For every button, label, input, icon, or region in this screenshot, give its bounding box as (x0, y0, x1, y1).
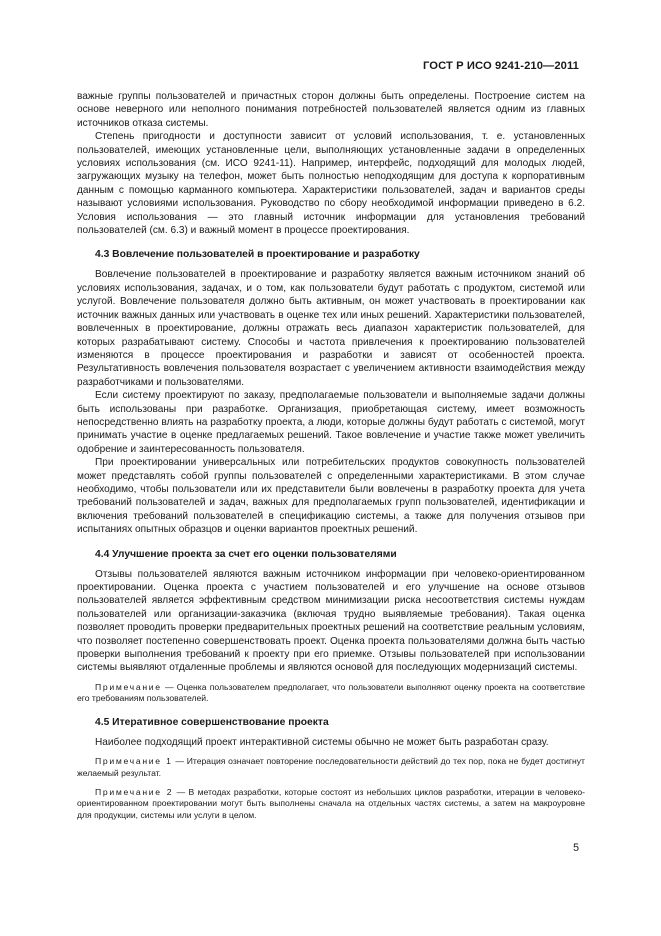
paragraph-usage-context: Степень пригодности и доступности зависит от условий использования, т. е. установленных пользователей, имеющих установленные цели, выполняющих установленные задачи в определенных условиях использования (см. ИСО 9241-11). Например, интерфейс, подходящий для молодых людей, загружающих музыку на телефон, может быть полностью неподходящим для доступа к корпоративным данным с помощью карманного компьютера. Характеристики пользователей, задач и вариантов среды называют условиями использования. Руководство по сбору необходимой информации приведено в 6.2. Условия использования — это главный источник информации для установления требований пользователей (см. 6.3) и важный момент в процессе проектирования. (77, 131, 585, 237)
page-number: 5 (573, 842, 579, 854)
section-4-3-paragraph-1: Вовлечение пользователей в проектирование и разработку является важным источником знаний об условиях использования, задачах, и о том, как пользователи будут работать с продуктом, системой или услугой. Вовлечение пользователя должно быть активным, он может участвовать в проектировании как источник важных данных или участвовать в оценке тех или иных решений. Характеристики пользователей, вовлеченных в проектирование, должны отражать весь диапазон характеристик пользователей, для которых разрабатывают систему. Способы и частота привлечения к проектированию пользователей изменяются в процессе проектирования и разработки и зависят от особенностей проекта. Результативность вовлечения пользователя возрастает с увеличением активности взаимодействия между разработчиками и пользователями. (77, 269, 585, 388)
note-label: Примечание (95, 681, 162, 692)
section-4-4-heading: 4.4 Улучшение проекта за счет его оценки пользователями (95, 548, 397, 560)
section-4-5-note-2 (77, 787, 585, 822)
section-4-5-paragraph-1: Наиболее подходящий проект интерактивной системы обычно не может быть разработан сразу. (95, 737, 549, 749)
note-text: — Оценка пользователем предполагает, что пользователи выполняют оценку проекта на соответствие его требованиям пользователей. (77, 681, 585, 704)
section-4-3-paragraph-3: При проектировании универсальных или потребительских продуктов совокупность пользователей может представлять собой группы пользователей с определенными характеристиками. В этом случае необходимо, чтобы пользователи или их представители были вовлечены в разработку проекта для учета требований пользователей и задач, важных для предполагаемых групп пользователей, идентификации и включения требований пользователей в спецификацию системы, а также для получения отзывов при испытаниях опытных образцов и оценки вариантов проектных решений. (77, 457, 585, 536)
note-2-label: Примечание 2 (95, 786, 174, 797)
section-4-5-heading: 4.5 Итеративное совершенствование проекта (95, 717, 329, 729)
paragraph-continued: важные группы пользователей и причастных сторон должны быть определены. Построение систем на основе неверного или неполного понимания потребностей пользователей является одним из главных источников отказа системы. (77, 91, 585, 129)
section-4-5-note-1 (77, 756, 585, 779)
note-2-text: — В методах разработки, которые состоят из небольших циклов разработки, итерации в человеко-ориентированном проектировании могут быть выполнены сначала на отдельных частях системы, а затем на макроуровне для продукции, системы или услуги в целом. (77, 786, 585, 820)
section-4-4-paragraph-1: Отзывы пользователей являются важным источником информации при человеко-ориентированном проектировании. Оценка проекта с участием пользователей и его улучшение на основе отзывов пользователей является эффективным средством минимизации риска несоответствия системы нуждам пользователей или организации-заказчика (включая трудно выявляемые требования). Такая оценка позволяет проводить проверки предварительных проектных решений на соответствие реальным условиям, что позволяет постепенно совершенствовать проект. Оценка проекта пользователями должна быть частью проверки выполнения требований к проекту при его приемке. Отзывы пользователей при использовании системы выявляют отдаленные проблемы и являются основой для последующих модернизаций системы. (77, 568, 585, 674)
document-body (77, 90, 585, 821)
document-header-id: ГОСТ Р ИСО 9241-210—2011 (423, 60, 579, 72)
section-4-3-heading: 4.3 Вовлечение пользователей в проектирование и разработку (95, 249, 420, 261)
section-4-3-paragraph-2: Если систему проектируют по заказу, предполагаемые пользователи и выполняемые задачи должны быть использованы при разработке. Организация, приобретающая систему, имеет возможность непосредственно влиять на разработку проекта, а люди, которые должны будут работать с системой, могут принимать участие в оценке предлагаемых решений. Такое вовлечение и участие также может увеличить одобрение и заинтересованность пользователя. (77, 390, 585, 455)
section-4-4-note (77, 682, 585, 705)
note-1-label: Примечание 1 (95, 756, 173, 767)
note-1-text: — Итерация означает повторение последовательности действий до тех пор, пока не будет достигнут желаемый результат. (77, 756, 585, 779)
